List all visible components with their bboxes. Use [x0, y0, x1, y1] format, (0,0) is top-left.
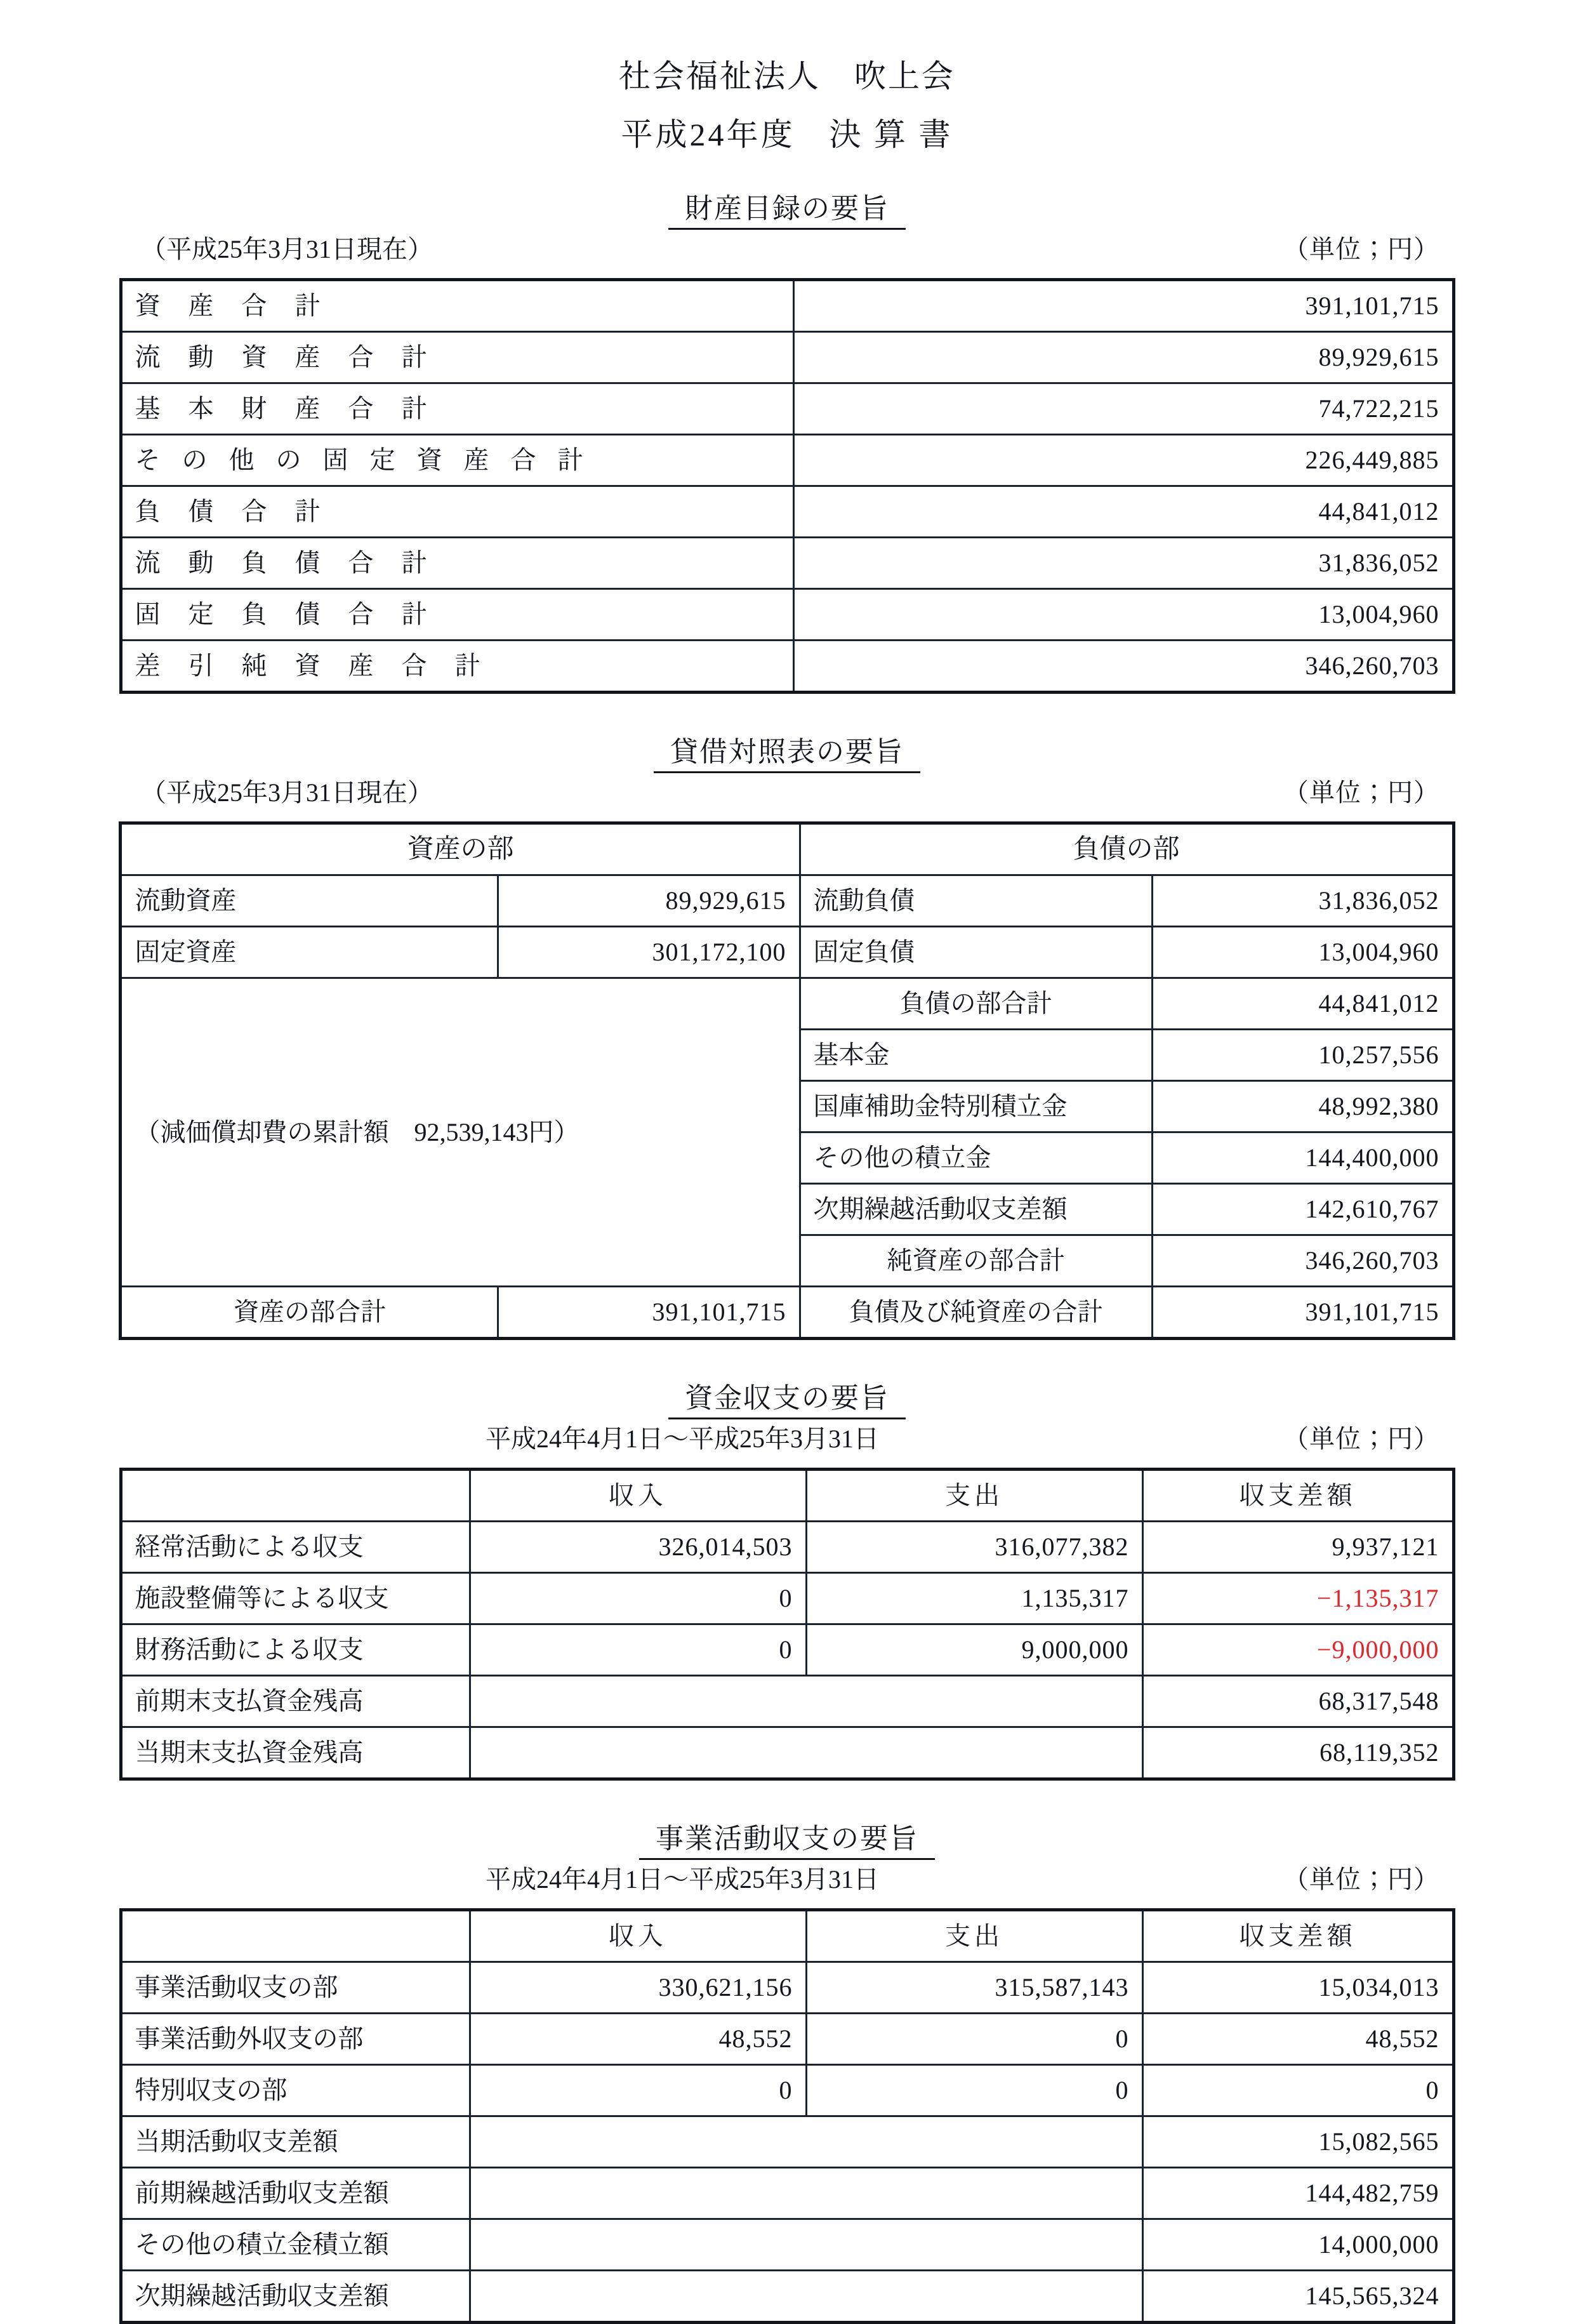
table-row — [121, 1573, 1453, 1624]
row-expense: 9,000,000 — [806, 1624, 1142, 1676]
section-heading-cash-flow — [0, 1384, 1574, 1419]
row-value: 13,004,960 — [793, 589, 1453, 641]
table-row — [121, 2065, 1453, 2116]
row-balance: 68,119,352 — [1142, 1727, 1453, 1779]
row-balance: 0 — [1142, 2065, 1453, 2116]
row-expense: 0 — [806, 2065, 1142, 2116]
unit-label-inventory: （単位；円） — [1283, 235, 1439, 263]
section-heading-inventory-text: 財産目録の要旨 — [668, 195, 906, 230]
table-row — [121, 2271, 1453, 2323]
row-value: 346,260,703 — [1152, 1235, 1453, 1287]
row-value: 31,836,052 — [1152, 875, 1453, 927]
table-row — [121, 2168, 1453, 2219]
row-label: 次期繰越活動収支差額 — [121, 2271, 470, 2323]
row-label: その他の積立金 — [800, 1132, 1152, 1184]
row-income: 0 — [470, 2065, 806, 2116]
row-value: 226,449,885 — [793, 435, 1453, 486]
as-of-date-balance-sheet: （平成25年3月31日現在） — [141, 778, 433, 807]
table-row — [121, 332, 1453, 383]
row-balance: −9,000,000 — [1142, 1624, 1453, 1676]
caption-balance-sheet — [121, 773, 1453, 813]
row-balance: 145,565,324 — [1142, 2271, 1453, 2323]
table-row — [121, 538, 1453, 589]
table-row — [121, 486, 1453, 538]
row-value: 144,400,000 — [1152, 1132, 1453, 1184]
row-balance: 48,552 — [1142, 2014, 1453, 2065]
row-empty-cell — [470, 1727, 1142, 1779]
row-value: 13,004,960 — [1152, 927, 1453, 978]
table-row — [121, 280, 1453, 332]
assets-section-header: 資産の部 — [121, 823, 800, 875]
table-header-row — [121, 1910, 1453, 1962]
table-header-row — [121, 823, 1453, 875]
row-label: 資 産 合 計 — [121, 280, 793, 332]
row-label: 流動資産 — [121, 875, 498, 927]
row-value: 31,836,052 — [793, 538, 1453, 589]
row-income: 0 — [470, 1573, 806, 1624]
row-expense: 315,587,143 — [806, 1962, 1142, 2014]
table-balance-sheet — [119, 821, 1455, 1340]
section-heading-cash-flow-text: 資金収支の要旨 — [668, 1384, 906, 1419]
assets-total-label: 資産の部合計 — [121, 1287, 498, 1339]
row-label: 基本金 — [800, 1030, 1152, 1081]
liabilities-equity-total-value: 391,101,715 — [1152, 1287, 1453, 1339]
table-activity — [119, 1908, 1455, 2324]
table-cash-flow — [119, 1468, 1455, 1781]
unit-label-balance-sheet: （単位；円） — [1283, 778, 1439, 807]
row-label: そ の 他 の 固 定 資 産 合 計 — [121, 435, 793, 486]
period-cash-flow: 平成24年4月1日～平成25年3月31日 — [486, 1424, 879, 1453]
row-value: 89,929,615 — [793, 332, 1453, 383]
unit-label-activity: （単位；円） — [1283, 1865, 1439, 1894]
table-row — [121, 2219, 1453, 2271]
row-label: 施設整備等による収支 — [121, 1573, 470, 1624]
row-label: 固定資産 — [121, 927, 498, 978]
row-label: 負債の部合計 — [800, 978, 1152, 1030]
row-income: 0 — [470, 1624, 806, 1676]
table-total-row — [121, 1287, 1453, 1339]
table-row — [121, 978, 1453, 1030]
caption-activity — [121, 1860, 1453, 1899]
caption-cash-flow — [121, 1419, 1453, 1459]
section-heading-balance-sheet — [0, 738, 1574, 773]
row-label: 当期活動収支差額 — [121, 2116, 470, 2168]
row-label: 前期繰越活動収支差額 — [121, 2168, 470, 2219]
row-label: 純資産の部合計 — [800, 1235, 1152, 1287]
liabilities-equity-total-label: 負債及び純資産の合計 — [800, 1287, 1152, 1339]
column-header-income: 収入 — [470, 1910, 806, 1962]
caption-inventory — [121, 230, 1453, 269]
row-label: 固 定 負 債 合 計 — [121, 589, 793, 641]
row-value: 89,929,615 — [498, 875, 800, 927]
row-value: 142,610,767 — [1152, 1184, 1453, 1235]
row-income: 326,014,503 — [470, 1522, 806, 1573]
row-income: 330,621,156 — [470, 1962, 806, 2014]
row-balance: 14,000,000 — [1142, 2219, 1453, 2271]
table-row — [121, 2014, 1453, 2065]
column-header-expense: 支出 — [806, 1910, 1142, 1962]
row-label: 流動負債 — [800, 875, 1152, 927]
liabilities-section-header: 負債の部 — [800, 823, 1453, 875]
row-label: 経常活動による収支 — [121, 1522, 470, 1573]
row-label: 流 動 資 産 合 計 — [121, 332, 793, 383]
row-balance: 15,082,565 — [1142, 2116, 1453, 2168]
table-row — [121, 1624, 1453, 1676]
table-row — [121, 435, 1453, 486]
row-empty-cell — [470, 1676, 1142, 1727]
row-empty-cell — [470, 2168, 1142, 2219]
row-label: 事業活動外収支の部 — [121, 2014, 470, 2065]
row-value: 74,722,215 — [793, 383, 1453, 435]
column-header-blank — [121, 1910, 470, 1962]
table-row — [121, 641, 1453, 693]
table-row — [121, 927, 1453, 978]
row-income: 48,552 — [470, 2014, 806, 2065]
row-label: 前期末支払資金残高 — [121, 1676, 470, 1727]
organization-name: 社会福祉法人 吹上会 — [619, 58, 955, 94]
column-header-balance: 収支差額 — [1142, 1470, 1453, 1522]
table-header-row — [121, 1470, 1453, 1522]
table-row — [121, 383, 1453, 435]
row-label: 財務活動による収支 — [121, 1624, 470, 1676]
table-row — [121, 589, 1453, 641]
row-value: 391,101,715 — [793, 280, 1453, 332]
column-header-balance: 収支差額 — [1142, 1910, 1453, 1962]
table-row — [121, 1727, 1453, 1779]
row-value: 10,257,556 — [1152, 1030, 1453, 1081]
table-row — [121, 875, 1453, 927]
row-balance: 15,034,013 — [1142, 1962, 1453, 2014]
row-balance: −1,135,317 — [1142, 1573, 1453, 1624]
assets-total-value: 391,101,715 — [498, 1287, 800, 1339]
row-value: 346,260,703 — [793, 641, 1453, 693]
table-row — [121, 2116, 1453, 2168]
unit-label-cash-flow: （単位；円） — [1283, 1424, 1439, 1453]
column-header-blank — [121, 1470, 470, 1522]
row-value: 301,172,100 — [498, 927, 800, 978]
row-expense: 1,135,317 — [806, 1573, 1142, 1624]
row-value: 48,992,380 — [1152, 1081, 1453, 1132]
table-inventory-summary — [119, 278, 1455, 694]
table-row — [121, 1676, 1453, 1727]
row-value: 44,841,012 — [1152, 978, 1453, 1030]
row-expense: 0 — [806, 2014, 1142, 2065]
row-label: 当期末支払資金残高 — [121, 1727, 470, 1779]
row-label: 負 債 合 計 — [121, 486, 793, 538]
row-empty-cell — [470, 2219, 1142, 2271]
as-of-date-inventory: （平成25年3月31日現在） — [141, 235, 433, 263]
row-label: 次期繰越活動収支差額 — [800, 1184, 1152, 1235]
row-label: 流 動 負 債 合 計 — [121, 538, 793, 589]
row-empty-cell — [470, 2271, 1142, 2323]
column-header-income: 収入 — [470, 1470, 806, 1522]
row-empty-cell — [470, 2116, 1142, 2168]
row-label: 差 引 純 資 産 合 計 — [121, 641, 793, 693]
row-label: 基 本 財 産 合 計 — [121, 383, 793, 435]
table-row — [121, 1522, 1453, 1573]
row-balance: 68,317,548 — [1142, 1676, 1453, 1727]
row-value: 44,841,012 — [793, 486, 1453, 538]
row-label: 国庫補助金特別積立金 — [800, 1081, 1152, 1132]
section-heading-balance-sheet-text: 貸借対照表の要旨 — [654, 738, 920, 773]
document-title: 平成24年度 決 算 書 — [621, 117, 953, 152]
table-row — [121, 1962, 1453, 2014]
section-heading-inventory — [0, 195, 1574, 230]
row-balance: 9,937,121 — [1142, 1522, 1453, 1573]
row-label: 特別収支の部 — [121, 2065, 470, 2116]
row-label: 固定負債 — [800, 927, 1152, 978]
row-expense: 316,077,382 — [806, 1522, 1142, 1573]
period-activity: 平成24年4月1日～平成25年3月31日 — [486, 1865, 879, 1894]
depreciation-note: （減価償却費の累計額 92,539,143円） — [121, 978, 800, 1287]
section-heading-activity — [0, 1825, 1574, 1860]
row-label: 事業活動収支の部 — [121, 1962, 470, 2014]
column-header-expense: 支出 — [806, 1470, 1142, 1522]
section-heading-activity-text: 事業活動収支の要旨 — [639, 1825, 935, 1860]
row-label: その他の積立金積立額 — [121, 2219, 470, 2271]
row-balance: 144,482,759 — [1142, 2168, 1453, 2219]
